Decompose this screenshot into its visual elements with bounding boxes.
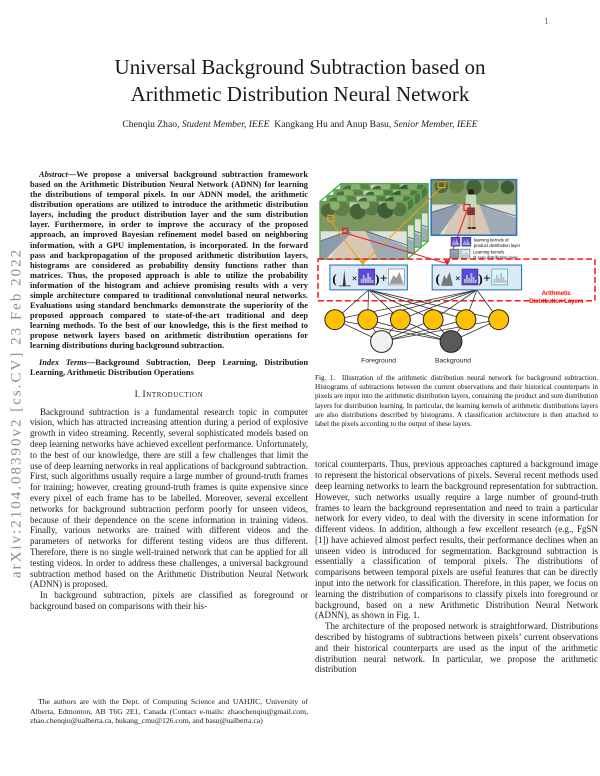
abstract-paragraph bbox=[30, 170, 308, 351]
paren-open: ( bbox=[332, 271, 337, 286]
intro-paragraph-2-right: torical counterparts. Thus, previous approaches captured a background image to represent the historical observations of pixels. Several recent methods used deep learning networks to learn the background representation for subtraction. However, such networks usually require a large number of ground-truth frames to learn the background representation and need to train a particular network for every video, to deal with the diversity in scene information for different videos. In addition, although a few excellent research (e.g., FgSN [1]) have achieved almost perfect results, their performance declines when an unseen video is introduced for segmentation. Background subtraction is essentially a classification of temporal pixels. The distributions of comparisons between temporal pixels are useful features that can be directly input into the network for classification. Therefore, in this paper, we focus on learning the distribution of comparisons to classify pixels into foreground or background, based on a new Arithmetic Distribution Neural Network (ADNN), as shown in Fig. 1. bbox=[315, 459, 598, 621]
distribution-formula-box-1 bbox=[330, 265, 407, 290]
figure-1 bbox=[315, 176, 598, 429]
paper-title-line1: Universal Background Subtraction based on bbox=[114, 55, 486, 79]
arxiv-sidebar-label: arXiv:2104.08390v2 [cs.CV] 23 Feb 2022 bbox=[8, 247, 25, 579]
figure-1-diagram bbox=[315, 176, 598, 366]
foreground-label: Foreground bbox=[361, 357, 397, 365]
arithmetic-layers-label-line1: Arithmetic bbox=[541, 290, 571, 297]
author-2-name: Kangkang Hu and Anup Basu, bbox=[274, 118, 392, 130]
legend-sum-line2: of sum distribution layer bbox=[472, 255, 518, 261]
intro-paragraph-1: Background subtraction is a fundamental research topic in computer vision, which has attracted increasing attention during a period of explosive growth in video streaming. Recently, several sophisticated models based on deep learning networks have achieved excellent performance. Unfortunately, to the best of our knowledge, there are still a few challenges that limit the use of deep learning networks in real applications of background subtraction. First, such algorithms usually require a large number of ground-truth frames for training; however, creating ground-truth frames is quite expensive since every pixel of each frame has to be labelled. Moreover, several excellent networks for background subtraction perform poorly for unseen videos, because of their dependence on the scene information in training videos. Finally, various networks are trained with different videos and the parameters of networks for different testing videos are thus different. Therefore, there is no single well-trained network that can be applied for all testing videos. In order to address these challenges, a universal background subtraction method based on the Arithmetic Distribution Neural Network (ADNN) is proposed. bbox=[30, 406, 308, 590]
author-footnote: The authors are with the Dept. of Computing Science and UAHJIC, University of Alberta, Edmonton, AB T6G 2E1, Canada (Contact e-mails: zhaochenqiu@gmail.com, zhao.chenqiu@ualberta.ca, hukang_cmu@126.com, and basu@ualberta.ca) bbox=[30, 697, 308, 726]
legend-sum-line1: Learning kernels bbox=[472, 249, 505, 255]
intro-paragraph-2-left: In background subtraction, pixels are classified as foreground or background based on comparisons with their his- bbox=[30, 590, 308, 611]
svg-text:(: ( bbox=[435, 271, 440, 286]
figure-legend bbox=[450, 237, 521, 260]
legend-product-line1: learning kernels of bbox=[473, 237, 509, 243]
index-terms-label: Index Terms bbox=[39, 358, 87, 368]
intro-paragraph-3: The architecture of the proposed network is straightforward. Distributions described by histograms of subtractions between pixels’ current observations and their historical counterparts are used as the input of the arithmetic distribution neural network. In particular, we propose the arithmetic distribution bbox=[315, 621, 598, 675]
author-1-name: Chenqiu Zhao, bbox=[122, 118, 180, 130]
plus-sign: + bbox=[380, 271, 388, 286]
distribution-formula-box-2 bbox=[432, 265, 521, 290]
background-label: Background bbox=[435, 357, 472, 365]
arithmetic-layers-label-line2: Distribution Layers bbox=[529, 298, 584, 305]
section-title: Introduction bbox=[142, 389, 204, 400]
video-frames-cube bbox=[320, 182, 428, 259]
author-1-membership: Student Member, IEEE bbox=[181, 118, 270, 130]
multiply-sign: × bbox=[351, 273, 358, 285]
author-2-membership: Senior Member, IEEE bbox=[393, 118, 478, 130]
left-column bbox=[30, 170, 308, 612]
background-node bbox=[440, 331, 462, 353]
paren-close: ) bbox=[375, 271, 380, 286]
foreground-node bbox=[371, 331, 393, 353]
svg-text:+: + bbox=[483, 271, 491, 286]
legend-product-line2: product distribution layer bbox=[473, 243, 521, 249]
paper-title-line2: Arithmetic Distribution Neural Network bbox=[130, 81, 470, 106]
svg-text:×: × bbox=[455, 273, 461, 285]
section-number: I. bbox=[134, 389, 141, 400]
section-heading-introduction bbox=[30, 390, 308, 400]
abstract-label: Abstract bbox=[39, 170, 68, 179]
current-frame-image bbox=[431, 178, 516, 236]
author-line bbox=[0, 119, 600, 130]
index-terms-text: —Background Subtraction, Deep Learning, Distribution Learning, Arithmetic Distribution Operations bbox=[30, 358, 308, 378]
paper-title bbox=[0, 54, 600, 108]
title-block bbox=[0, 54, 600, 130]
svg-text:): ) bbox=[478, 271, 483, 286]
page-number: 1 bbox=[544, 16, 549, 26]
right-column bbox=[315, 176, 598, 675]
abstract-text: —We propose a universal background subtraction framework based on the Arithmetic Distribution Neural Network (ADNN) for learning the distributions of temporal pixels. In our ADNN model, the arithmetic distribution operations are utilized to introduce the arithmetic distribution layers, including the product distribution layer and the sum distribution layer. Furthermore, in order to improve the accuracy of the proposed approach, an improved Bayesian refinement model based on neighboring information, with a GPU implementation, is incorporated. In the forward pass and backpropagation of the proposed arithmetic distribution layers, histograms are considered as probability density functions rather than matrices. Thus, the proposed approach is able to utilize the probability information of the histogram and achieve promising results with a very simple architecture compared to traditional convolutional neural networks. Evaluations using standard benchmarks demonstrate the superiority of the proposed approach compared to state-of-the-art traditional and deep learning methods. To the best of our knowledge, this is the first method to propose network layers based on arithmetic distribution operations for learning distributions during background subtraction. bbox=[30, 170, 308, 351]
figure-caption-text: Illustration of the arithmetic distribution neural network for background subtraction. Histograms of subtractions between the current observations and their historical counterparts in pixels are input into the arithmetic distribution layers, containing the product and sum distribution layers for distribution learning. In particular, the learning kernels of arithmetic distributions layers are also distributions described by histograms. A classification architecture is then attached to label the pixels according to the output of these layers. bbox=[315, 374, 599, 429]
index-terms-paragraph bbox=[30, 358, 308, 378]
figure-1-caption bbox=[315, 374, 598, 429]
figure-caption-label: Fig. 1. bbox=[315, 374, 336, 382]
